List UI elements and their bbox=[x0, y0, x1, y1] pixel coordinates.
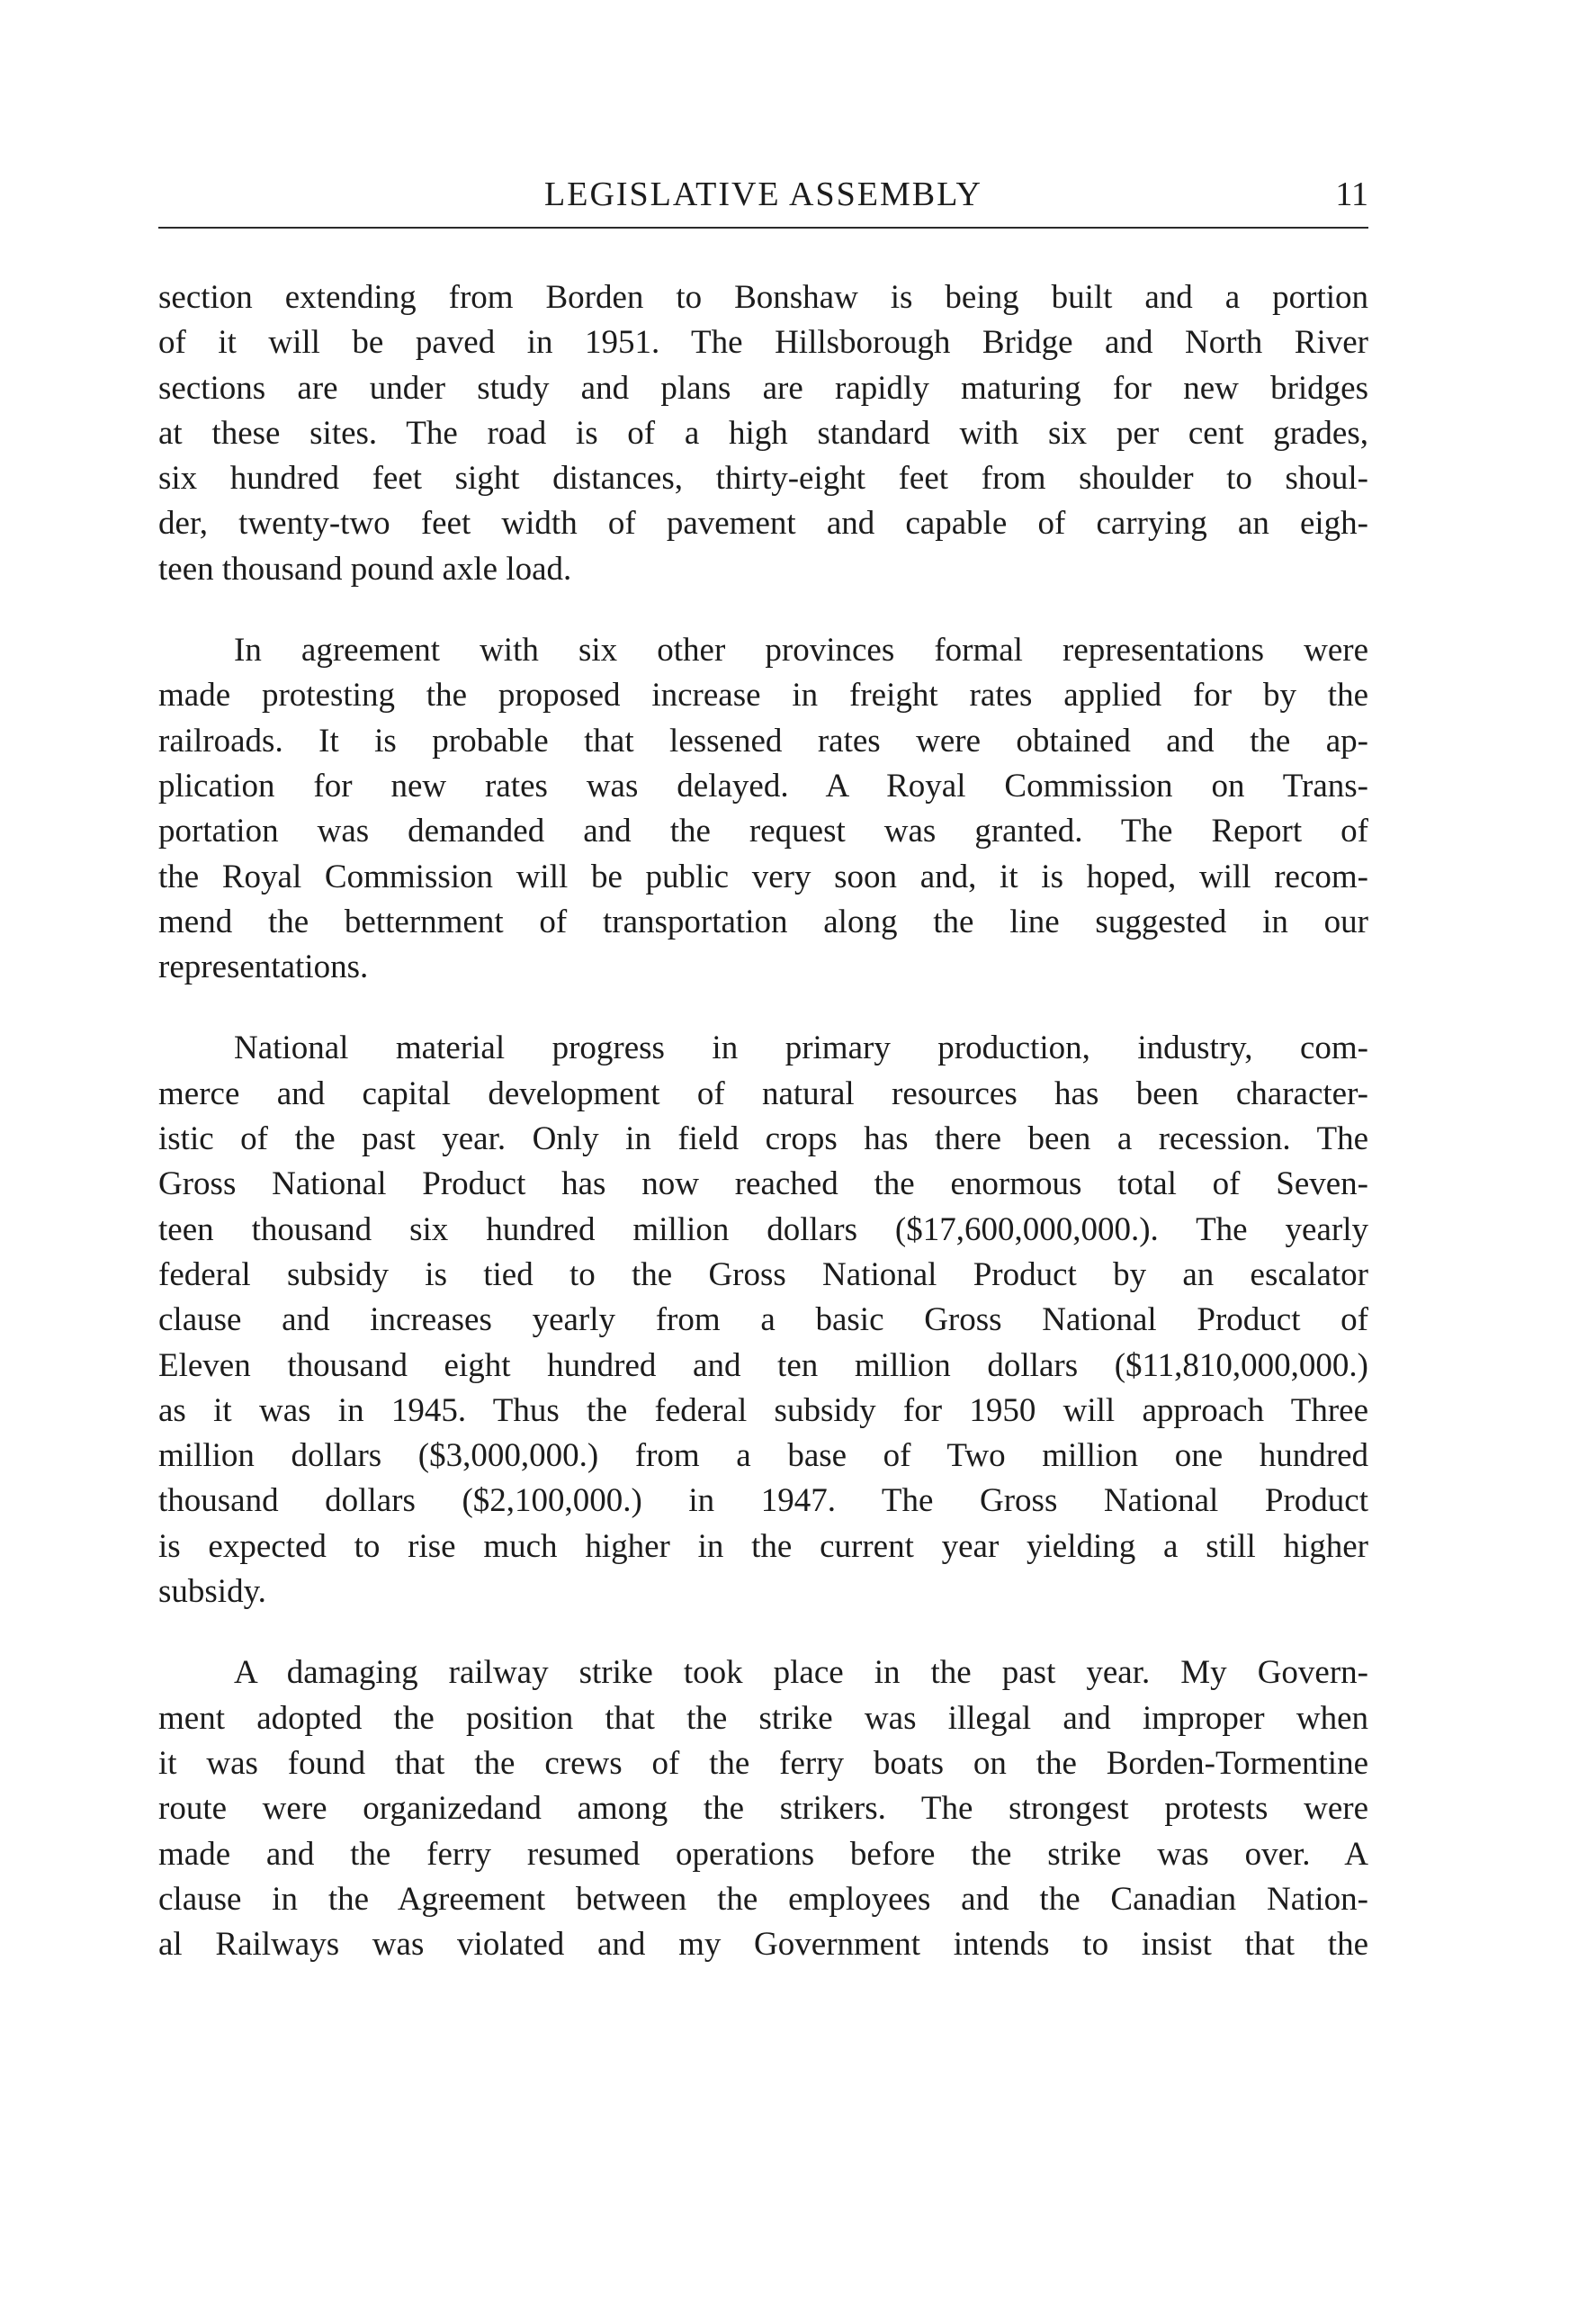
text-line: Gross National Product has now reached the enormous total of Seven- bbox=[158, 1165, 1368, 1203]
page bbox=[158, 171, 1368, 2003]
paragraph bbox=[158, 1650, 1368, 1967]
body-text bbox=[158, 275, 1368, 1967]
text-line: is expected to rise much higher in the current year yielding a still higher bbox=[158, 1527, 1368, 1565]
text-line: at these sites. The road is of a high standard with six per cent grades, bbox=[158, 414, 1368, 452]
text-line: representations. bbox=[158, 949, 369, 986]
page-number: 11 bbox=[1335, 175, 1368, 213]
paragraph bbox=[158, 1026, 1368, 1614]
text-line: section extending from Borden to Bonshaw is being built and a portion bbox=[158, 279, 1368, 316]
text-line: In agreement with six other provinces formal representations were bbox=[234, 632, 1368, 670]
text-line: subsidy. bbox=[158, 1573, 266, 1611]
text-line: istic of the past year. Only in field crops has there been a recession. The bbox=[158, 1120, 1368, 1158]
text-line: ment adopted the position that the strike was illegal and improper when bbox=[158, 1699, 1368, 1737]
text-line: portation was demanded and the request was granted. The Report of bbox=[158, 813, 1368, 850]
paragraph bbox=[158, 628, 1368, 990]
text-line: federal subsidy is tied to the Gross National Product by an escalator bbox=[158, 1255, 1368, 1293]
text-line: merce and capital development of natural resources has been character- bbox=[158, 1075, 1368, 1112]
paragraph bbox=[158, 275, 1368, 592]
text-line: plication for new rates was delayed. A Royal Commission on Trans- bbox=[158, 767, 1368, 805]
text-line: National material progress in primary production, industry, com- bbox=[234, 1030, 1368, 1067]
text-line: sections are under study and plans are rapidly maturing for new bridges bbox=[158, 369, 1368, 407]
text-line: of it will be paved in 1951. The Hillsborough Bridge and North River bbox=[158, 324, 1368, 362]
text-line: al Railways was violated and my Government intends to insist that the bbox=[158, 1926, 1368, 1964]
text-line: it was found that the crews of the ferry boats on the Borden-Tormentine bbox=[158, 1744, 1368, 1782]
text-line: A damaging railway strike took place in the past year. My Govern- bbox=[234, 1654, 1368, 1692]
text-line: teen thousand pound axle load. bbox=[158, 550, 572, 588]
text-line: clause and increases yearly from a basic Gross National Product of bbox=[158, 1301, 1368, 1339]
text-line: mend the betternment of transportation along the line suggested in our bbox=[158, 903, 1368, 940]
text-line: der, twenty-two feet width of pavement and capable of carrying an eigh- bbox=[158, 505, 1368, 543]
text-line: million dollars ($3,000,000.) from a base of Two million one hundred bbox=[158, 1437, 1368, 1475]
text-line: made protesting the proposed increase in freight rates applied for by the bbox=[158, 677, 1368, 715]
text-line: made and the ferry resumed operations before the strike was over. A bbox=[158, 1835, 1368, 1873]
text-line: thousand dollars ($2,100,000.) in 1947. The Gross National Product bbox=[158, 1482, 1368, 1520]
text-line: six hundred feet sight distances, thirty-eight feet from shoulder to shoul- bbox=[158, 460, 1368, 498]
text-line: the Royal Commission will be public very soon and, it is hoped, will recom- bbox=[158, 858, 1368, 895]
text-line: route were organizedand among the strikers. The strongest protests were bbox=[158, 1790, 1368, 1828]
text-line: clause in the Agreement between the employees and the Canadian Nation- bbox=[158, 1880, 1368, 1918]
text-line: teen thousand six hundred million dollars ($17,600,000,000.). The yearly bbox=[158, 1210, 1368, 1248]
running-head bbox=[158, 171, 1368, 229]
text-line: as it was in 1945. Thus the federal subsidy for 1950 will approach Three bbox=[158, 1391, 1368, 1429]
text-line: railroads. It is probable that lessened rates were obtained and the ap- bbox=[158, 722, 1368, 760]
running-title: LEGISLATIVE ASSEMBLY bbox=[544, 175, 982, 213]
text-line: Eleven thousand eight hundred and ten million dollars ($11,810,000,000.) bbox=[158, 1346, 1368, 1384]
